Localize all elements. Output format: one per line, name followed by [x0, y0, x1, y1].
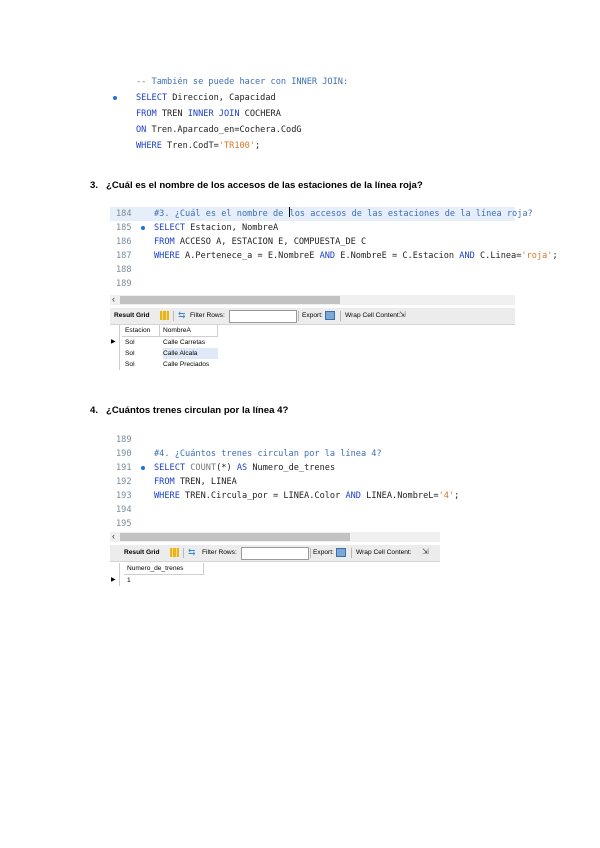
code-token: 'TR100': [218, 141, 256, 151]
editor-line[interactable]: [110, 517, 440, 531]
toolbar-divider: [310, 548, 311, 558]
code-token: FROM: [154, 237, 175, 247]
row-pointer-icon: ▶: [111, 577, 116, 583]
result-grid-q4: [110, 563, 204, 586]
sql-editor-q4[interactable]: [110, 433, 460, 531]
filter-rows-input[interactable]: [229, 310, 297, 323]
code-token: AS: [236, 463, 248, 473]
code-token: COCHERA: [239, 109, 281, 119]
code-token: 'roja': [521, 251, 553, 261]
code-token: AND: [319, 251, 336, 261]
workbench-panel-q4: [110, 433, 460, 593]
toolbar-divider: [183, 548, 184, 558]
code-token: '4': [438, 491, 455, 501]
question-4-text: ¿Cuántos trenes circulan por la línea 4?: [106, 405, 289, 416]
code-line-text: [154, 207, 533, 221]
editor-line[interactable]: [110, 235, 515, 249]
table-cell[interactable]: Sol: [125, 361, 135, 368]
question-3-number: 3.: [90, 180, 99, 191]
grid-header-row: [110, 563, 204, 575]
code-token: ON: [136, 125, 147, 135]
editor-line[interactable]: [110, 447, 440, 461]
export-label: Export:: [313, 549, 334, 556]
code-token: A.Pertenece_a = E.NombreE: [179, 251, 320, 261]
row-gutter: [110, 563, 120, 575]
filter-icon[interactable]: ⇆: [178, 310, 186, 320]
editor-line[interactable]: [110, 249, 558, 263]
code-token: C.Linea=: [474, 251, 522, 261]
toolbar-divider: [351, 548, 352, 558]
line-number: 194: [116, 505, 132, 515]
toolbar-divider: [298, 311, 299, 321]
line-number: 187: [116, 251, 132, 261]
code-token: los accesos de las estaciones de la línea roja?: [289, 209, 533, 219]
code-token: ;: [454, 491, 460, 501]
code-token: LINEA.NombreL=: [360, 491, 439, 501]
code-token: AND: [345, 491, 361, 501]
question-3-heading: [90, 180, 423, 191]
editor-line[interactable]: [110, 475, 440, 489]
line-number: 185: [116, 223, 132, 233]
line-number: 184: [116, 209, 132, 219]
code-line-text: [154, 489, 459, 503]
filter-rows-input[interactable]: [241, 547, 309, 560]
code-token: Direccion, Capacidad: [167, 93, 276, 103]
code-token: Estacion, NombreA: [185, 223, 279, 233]
export-icon[interactable]: [325, 311, 335, 320]
code-token: FROM: [136, 109, 157, 119]
export-icon[interactable]: [336, 548, 346, 557]
scroll-left-icon[interactable]: ‹: [112, 294, 115, 304]
code-token: -- También se puede hacer con INNER JOIN:: [136, 77, 349, 87]
scroll-thumb[interactable]: [120, 296, 340, 304]
code-token: TREN.Circula_por = LINEA.Color: [179, 491, 346, 501]
wrap-cell-label: Wrap Cell Content:: [345, 312, 401, 319]
result-toolbar-q3: [110, 308, 515, 325]
code-line-text: [136, 90, 276, 106]
result-grid-label: Result Grid: [114, 312, 150, 319]
question-4-heading: [90, 405, 288, 416]
filter-rows-label: Filter Rows:: [190, 312, 225, 319]
line-number: 193: [116, 491, 132, 501]
table-row[interactable]: [110, 359, 218, 370]
code-line-text: [154, 249, 558, 263]
statement-marker-icon: [113, 96, 117, 100]
code-token: SELECT: [154, 223, 186, 233]
code-token: INNER JOIN: [187, 109, 240, 119]
grid-view-icon[interactable]: [160, 311, 169, 320]
table-cell[interactable]: Sol: [125, 350, 135, 357]
code-token: WHERE: [136, 141, 162, 151]
code-line-text: [136, 74, 348, 90]
code-token: ;: [552, 251, 558, 261]
grid-view-icon[interactable]: [170, 548, 179, 557]
code-token: FROM: [154, 477, 175, 487]
table-cell[interactable]: 1: [127, 577, 131, 584]
line-number: 190: [116, 449, 132, 459]
editor-hscroll-q3[interactable]: [110, 295, 515, 305]
table-cell[interactable]: Calle Alcala: [163, 348, 218, 359]
code-line-text: [154, 235, 366, 249]
editor-line[interactable]: [110, 461, 440, 475]
question-4-number: 4.: [90, 405, 99, 416]
workbench-panel-q3: [110, 207, 558, 375]
code-line-text: [136, 122, 302, 138]
table-row[interactable]: [110, 575, 204, 586]
wrap-cell-icon[interactable]: ⇲: [422, 547, 429, 556]
editor-line[interactable]: [110, 433, 440, 447]
code-line-text: [154, 475, 237, 489]
table-row[interactable]: [110, 337, 218, 348]
line-number: 195: [116, 519, 132, 529]
row-pointer-icon: ▶: [111, 339, 116, 345]
row-gutter: [110, 348, 120, 359]
code-token: #4. ¿Cuántos trenes circulan por la línea 4?: [154, 449, 382, 459]
code-line-text: [154, 447, 382, 461]
filter-rows-label: Filter Rows:: [202, 549, 237, 556]
line-number: 188: [116, 265, 132, 275]
table-row[interactable]: [110, 348, 218, 359]
column-header[interactable]: Estacion: [122, 325, 160, 337]
result-grid-label: Result Grid: [124, 549, 160, 556]
editor-line[interactable]: [110, 489, 460, 503]
editor-line[interactable]: [110, 221, 515, 235]
code-token: COUNT: [190, 463, 217, 473]
code-line-text: [136, 106, 281, 122]
toolbar-divider: [173, 311, 174, 321]
grid-header-row: [110, 325, 218, 337]
line-number: 192: [116, 477, 132, 487]
statement-marker-icon: [141, 466, 145, 470]
column-header[interactable]: Numero_de_trenes: [124, 563, 204, 575]
question-3-text: ¿Cuál es el nombre de los accesos de las estaciones de la línea roja?: [106, 180, 423, 191]
code-token: Numero_de_trenes: [247, 463, 336, 473]
code-token: TREN: [156, 109, 188, 119]
filter-icon[interactable]: ⇆: [188, 547, 196, 557]
code-token: E.NombreE = C.Estacion: [335, 251, 460, 261]
line-number: 186: [116, 237, 132, 247]
code-token: WHERE: [154, 491, 180, 501]
scroll-left-icon[interactable]: ‹: [112, 531, 115, 541]
line-number: 189: [116, 435, 132, 445]
editor-line[interactable]: [110, 277, 515, 291]
wrap-cell-icon[interactable]: ⇲: [399, 310, 406, 319]
table-cell[interactable]: Sol: [125, 339, 135, 346]
code-line-text: [154, 461, 335, 475]
row-gutter: [110, 325, 120, 337]
line-number: 191: [116, 463, 132, 473]
code-token: Tren.CodT=: [161, 141, 219, 151]
code-line-text: [136, 138, 260, 154]
row-gutter: [110, 359, 120, 370]
code-token: AND: [459, 251, 475, 261]
toolbar-divider: [340, 311, 341, 321]
result-grid-q3: [110, 325, 218, 370]
editor-hscroll-q4[interactable]: [110, 532, 440, 542]
code-line-text: [154, 221, 278, 235]
line-number: 189: [116, 279, 132, 289]
result-toolbar-q4: [110, 545, 440, 562]
code-token: TREN, LINEA: [174, 477, 237, 487]
code-token: (*): [216, 463, 237, 473]
code-token: SELECT: [154, 463, 186, 473]
code-token: ACCESO A, ESTACION E, COMPUESTA_DE C: [174, 237, 367, 247]
sql-editor-q3[interactable]: [110, 207, 558, 291]
code-token: SELECT: [136, 93, 168, 103]
code-token: WHERE: [154, 251, 180, 261]
code-token: #3. ¿Cuál es el nombre de: [154, 209, 289, 219]
table-cell[interactable]: Calle Preciados: [163, 361, 210, 368]
code-token: Tren.Aparcado_en=Cochera.CodG: [146, 125, 302, 135]
code-token: ;: [255, 141, 261, 151]
statement-marker-icon: [141, 226, 145, 230]
wrap-cell-label: Wrap Cell Content:: [356, 549, 412, 556]
editor-line[interactable]: [110, 503, 440, 517]
export-label: Export:: [302, 312, 323, 319]
column-header[interactable]: NombreA: [160, 325, 218, 337]
table-cell[interactable]: Calle Carretas: [163, 339, 206, 346]
editor-line[interactable]: [110, 207, 533, 221]
editor-line[interactable]: [110, 263, 515, 277]
scroll-thumb[interactable]: [120, 533, 350, 541]
